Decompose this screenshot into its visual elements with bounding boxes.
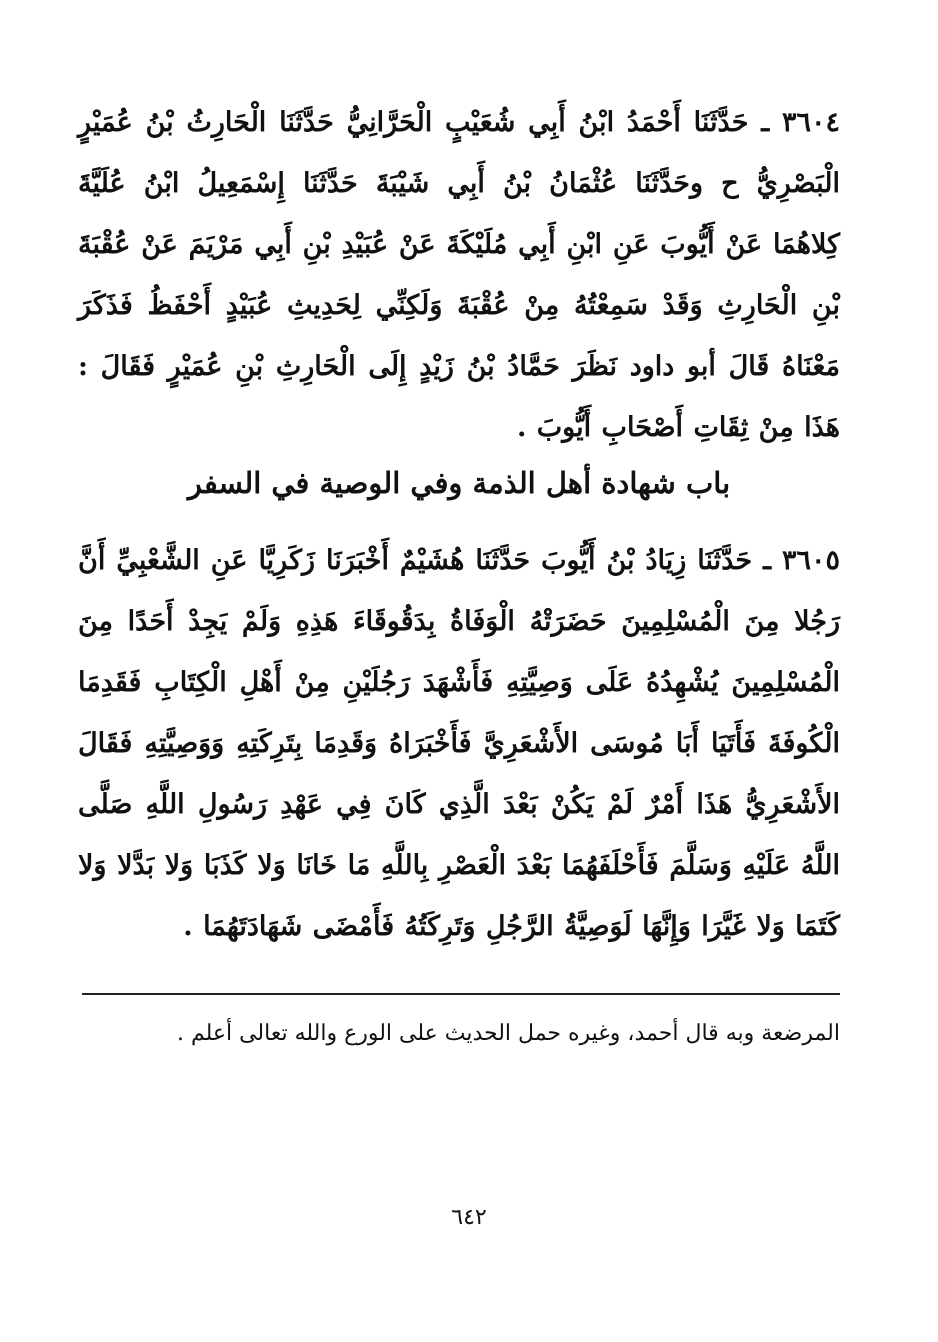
page-number: ٦٤٢ xyxy=(451,1205,487,1230)
footnote-divider xyxy=(82,993,840,995)
hadith-number: ٣٦٠٤ xyxy=(781,107,840,138)
footnote: المرضعة وبه قال أحمد، وغيره حمل الحديث على الورع والله تعالى أعلم . xyxy=(176,1021,840,1046)
hadith-number: ٣٦٠٥ xyxy=(782,545,841,576)
chapter-heading: باب شهادة أهل الذمة وفي الوصية في السفر xyxy=(187,466,731,500)
hadith-text: حَدَّثَنَا زِيَادُ بْنُ أَيُّوبَ حَدَّثَنَا هُشَيْمٌ أَخْبَرَنَا زَكَرِيَّا عَنِ الشَّعْبِيِّ أَنَّ رَجُلا مِنَ الْمُسْلِمِينَ حَضَرَتْهُ الْوَفَاةُ بِدَقُوقَاءَ هَذِهِ وَلَمْ يَجِدْ أَحَدًا مِنَ الْمُسْلِمِينَ يُشْهِدُهُ عَلَى وَصِيَّتِهِ فَأَشْهَدَ رَجُلَيْنِ مِنْ أَهْلِ الْكِتَابِ فَقَدِمَا الْكُوفَةَ فَأَتَيَا أَبَا مُوسَى الأَشْعَرِيَّ فَأَخْبَرَاهُ وَقَدِمَا بِتَرِكَتِهِ وَوَصِيَّتِهِ فَقَالَ الأَشْعَرِيُّ هَذَا أَمْرٌ لَمْ يَكُنْ بَعْدَ الَّذِي كَانَ فِي عَهْدِ رَسُولِ اللَّهِ صَلَّى اللَّهُ عَلَيْهِ وَسَلَّمَ فَأَحْلَفَهُمَا بَعْدَ الْعَصْرِ بِاللَّهِ مَا خَانَا وَلا كَذَبَا وَلا بَدَّلا وَلا كَتَمَا وَلا غَيَّرَا وَإِنَّهَا لَوَصِيَّةُ الرَّجُلِ وَتَرِكَتُهُ فَأَمْضَى شَهَادَتَهُمَا . xyxy=(78,545,840,942)
hadith-dash: ـ xyxy=(763,545,771,576)
hadith-dash: ـ xyxy=(761,107,770,138)
hadith-3605 xyxy=(78,530,840,957)
hadith-3604 xyxy=(78,92,840,458)
hadith-text: حَدَّثَنَا أَحْمَدُ ابْنُ أَبِي شُعَيْبٍ الْحَرَّانِيُّ حَدَّثَنَا الْحَارِثُ بْنُ عُمَيْرٍ الْبَصْرِيُّ ح وحَدَّثَنَا عُثْمَانُ بْنُ أَبِي شَيْبَةَ حَدَّثَنَا إِسْمَعِيلُ ابْنُ عُلَيَّةَ كِلاهُمَا عَنْ أَيُّوبَ عَنِ ابْنِ أَبِي مُلَيْكَةَ عَنْ عُبَيْدِ بْنِ أَبِي مَرْيَمَ عَنْ عُقْبَةَ بْنِ الْحَارِثِ وَقَدْ سَمِعْتُهُ مِنْ عُقْبَةَ وَلَكِنِّي لِحَدِيثِ عُبَيْدٍ أَحْفَظُ فَذَكَرَ مَعْنَاهُ قَالَ أبو داود نَظَرَ حَمَّادُ بْنُ زَيْدٍ إِلَى الْحَارِثِ بْنِ عُمَيْرٍ فَقَالَ : هَذَا مِنْ ثِقَاتِ أَصْحَابِ أَيُّوبَ . xyxy=(78,107,840,443)
